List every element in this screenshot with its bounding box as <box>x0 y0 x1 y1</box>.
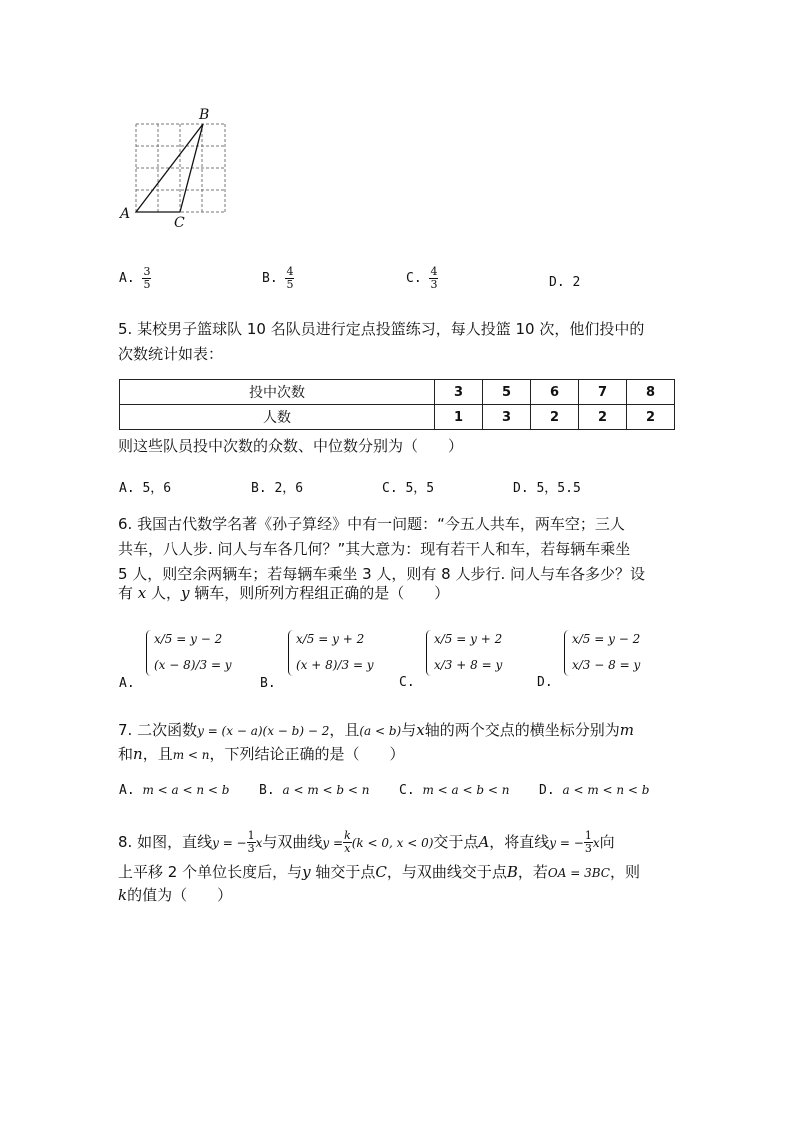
q4-option-c[interactable] <box>406 266 438 291</box>
q4-option-b-den: 5 <box>286 278 294 291</box>
q4-option-b-letter: B. <box>262 271 278 286</box>
triangle-grid-figure <box>112 104 236 232</box>
q8-line-x-repeat: x <box>592 836 600 850</box>
q7-option-a-letter: A. <box>119 783 135 798</box>
q4-option-b[interactable] <box>262 266 294 291</box>
q7-option-d-expr: a < m < n < b <box>562 783 650 797</box>
q4-option-a-den: 5 <box>143 278 151 291</box>
label-point-c: C <box>174 215 185 231</box>
q8-var-k: k <box>118 886 128 904</box>
q8-line-1-post: 向 <box>599 833 615 851</box>
q6-option-c-letter[interactable]: C. <box>399 675 415 690</box>
q6-var-y: y <box>181 584 190 602</box>
q6-line-4 <box>118 583 449 603</box>
q8-hyperbola-expr: y = <box>322 836 344 850</box>
brace-icon <box>564 630 569 676</box>
q4-option-c-num: 4 <box>430 265 438 278</box>
q5-row1-cell: 8 <box>627 380 675 405</box>
q5-row1-header: 投中次数 <box>120 380 435 405</box>
q6-option-b-eq2: (x + 8)/3 = y <box>296 658 374 672</box>
q5-row2-cell: 2 <box>579 405 627 430</box>
q8-line-2-mid2: ，与双曲线交于点 <box>386 863 507 881</box>
q7-option-d[interactable] <box>539 783 649 798</box>
q6-line-4-post: 辆车，则所列方程组正确的是（ ） <box>189 584 450 602</box>
q8-line-2-pre: 上平移 2 个单位长度后，与 <box>118 863 303 881</box>
q5-option-a[interactable]: A. 5，6 <box>119 481 172 496</box>
q7-var-m: m <box>619 721 634 739</box>
q8-line-1-mid3: ，将直线 <box>489 833 550 851</box>
q8-line-2-mid3: ，若 <box>517 863 548 881</box>
q6-line-1: 6. 我国古代数学名著《孙子算经》中有一问题：“今五人共车，两车空；三人 <box>118 515 625 533</box>
q7-line-2 <box>118 744 405 765</box>
q6-line-2: 共车，八人步. 问人与车各几何？”其大意为：现有若干人和车，若每辆车乘坐 <box>118 540 631 558</box>
q8-point-b: B <box>506 863 518 881</box>
q5-option-b[interactable]: B. 2，6 <box>251 481 304 496</box>
q7-line-1-post2: 轴的两个交点的横坐标分别为 <box>424 721 620 739</box>
q4-option-d[interactable] <box>549 275 580 290</box>
q6-option-a-eq1: x/5 = y − 2 <box>154 632 223 646</box>
q8-slope-den-repeat: 3 <box>584 842 592 855</box>
q5-stats-table <box>119 379 675 430</box>
q7-var-n: n <box>133 745 143 763</box>
q7-line-2-pre: 和 <box>118 745 134 763</box>
q6-option-d-eq2: x/3 − 8 = y <box>572 658 641 672</box>
q8-slope-den: 3 <box>247 842 255 855</box>
q7-option-c-expr: m < a < b < n <box>422 783 510 797</box>
q4-option-c-den: 3 <box>430 278 438 291</box>
q7-line-2-mid: ，且 <box>142 745 173 763</box>
q7-option-c-letter: C. <box>399 783 415 798</box>
q6-option-d-eq1: x/5 = y − 2 <box>572 632 641 646</box>
q8-line-expr: y = − <box>212 836 247 850</box>
q5-row2-cell: 2 <box>531 405 579 430</box>
q5-row2-cell: 3 <box>483 405 531 430</box>
q5-line-2: 次数统计如表： <box>118 345 224 363</box>
q7-function-expr: y = (x − a)(x − b) − 2 <box>197 724 330 738</box>
q7-option-c[interactable] <box>399 783 509 798</box>
q8-point-c: C <box>375 863 387 881</box>
q7-condition: (a < b) <box>359 724 402 738</box>
q5-row1-cell: 7 <box>579 380 627 405</box>
table-row <box>120 380 675 405</box>
q6-option-a-letter[interactable]: A. <box>119 676 135 691</box>
q8-line-1-mid2: 交于点 <box>433 833 479 851</box>
q8-line-3-post: 的值为（ ） <box>127 886 233 904</box>
q8-hyperbola-fraction <box>343 830 352 855</box>
q8-line-slope-fraction-repeat <box>584 830 593 855</box>
q6-option-b-letter[interactable]: B. <box>260 676 276 691</box>
q6-option-c-eq1: x/5 = y + 2 <box>434 632 503 646</box>
q7-line-1-post: 与 <box>401 721 417 739</box>
q8-line-1-mid: 与双曲线 <box>262 833 323 851</box>
q6-option-a-eq2: (x − 8)/3 = y <box>154 658 232 672</box>
q4-option-b-fraction <box>285 266 294 291</box>
q5-row1-cell: 6 <box>531 380 579 405</box>
q4-option-c-letter: C. <box>406 271 422 286</box>
q5-row1-cell: 3 <box>435 380 483 405</box>
q5-row2-header: 人数 <box>120 405 435 430</box>
q5-row1-cell: 5 <box>483 380 531 405</box>
q7-option-b-expr: a < m < b < n <box>282 783 370 797</box>
q7-option-d-letter: D. <box>539 783 555 798</box>
q4-option-a[interactable] <box>119 266 151 291</box>
q8-line-expr-repeat: y = − <box>549 836 584 850</box>
q8-condition: OA = 3BC <box>547 866 610 880</box>
q8-hyperbola-condition: (k < 0, x < 0) <box>351 836 434 850</box>
q6-line-4-mid: 人， <box>146 584 182 602</box>
q5-row2-cell: 1 <box>435 405 483 430</box>
q5-option-d[interactable]: D. 5，5.5 <box>513 481 581 496</box>
q7-line-1-pre: 7. 二次函数 <box>118 721 198 739</box>
brace-icon <box>288 630 293 676</box>
q6-option-c-eq2: x/3 + 8 = y <box>434 658 503 672</box>
q8-line-3 <box>118 885 232 905</box>
q7-line-1 <box>118 720 634 741</box>
q7-option-a[interactable] <box>119 783 229 798</box>
q8-line-2 <box>118 862 640 883</box>
q8-line-x: x <box>255 836 263 850</box>
q6-option-d-letter[interactable]: D. <box>537 675 553 690</box>
label-point-a: A <box>120 206 131 222</box>
q5-row2-cell: 2 <box>627 405 675 430</box>
q8-hyperbola-num: k <box>344 829 351 842</box>
q6-option-b-eq1: x/5 = y + 2 <box>296 632 365 646</box>
q4-option-d-text: 2 <box>572 275 581 290</box>
q8-point-a: A <box>478 833 490 851</box>
q6-var-x: x <box>137 584 147 602</box>
q8-var-y: y <box>302 863 311 881</box>
q7-option-b[interactable] <box>259 783 369 798</box>
q8-hyperbola-den: x <box>344 842 351 855</box>
q4-option-c-fraction <box>429 266 438 291</box>
q8-line-2-mid: 轴交于点 <box>310 863 376 881</box>
q6-line-3: 5 人，则空余两辆车；若每辆车乘坐 3 人，则有 8 人步行. 问人与车各多少？设 <box>118 565 646 583</box>
q4-option-a-num: 3 <box>143 265 151 278</box>
q8-line-1-pre: 8. 如图，直线 <box>118 833 213 851</box>
q7-line-2-post: ，下列结论正确的是（ ） <box>209 745 405 763</box>
q8-slope-num-repeat: 1 <box>584 829 592 842</box>
q7-option-a-expr: m < a < n < b <box>142 783 230 797</box>
table-row <box>120 405 675 430</box>
q7-option-b-letter: B. <box>259 783 275 798</box>
q4-option-a-fraction <box>142 266 151 291</box>
q5-line-1: 5. 某校男子篮球队 10 名队员进行定点投篮练习，每人投篮 10 次，他们投中的 <box>118 320 645 338</box>
q8-line-2-post: ，则 <box>609 863 640 881</box>
label-point-b: B <box>199 107 210 123</box>
q8-line-slope-fraction <box>247 830 256 855</box>
grid-lines <box>136 124 225 212</box>
q7-var-x: x <box>416 721 425 739</box>
q5-question: 则这些队员投中次数的众数、中位数分别为（ ） <box>118 437 464 455</box>
brace-icon <box>426 630 431 676</box>
q4-option-a-letter: A. <box>119 271 135 286</box>
q8-slope-num: 1 <box>247 829 255 842</box>
q4-option-d-letter: D. <box>549 275 565 290</box>
q6-line-4-pre: 有 <box>118 584 138 602</box>
q5-option-c[interactable]: C. 5，5 <box>382 481 435 496</box>
q7-condition-mn: m < n <box>172 748 210 762</box>
q4-option-b-num: 4 <box>286 265 294 278</box>
brace-icon <box>146 630 151 676</box>
q8-line-1 <box>118 830 615 855</box>
q7-line-1-mid: ，且 <box>329 721 360 739</box>
